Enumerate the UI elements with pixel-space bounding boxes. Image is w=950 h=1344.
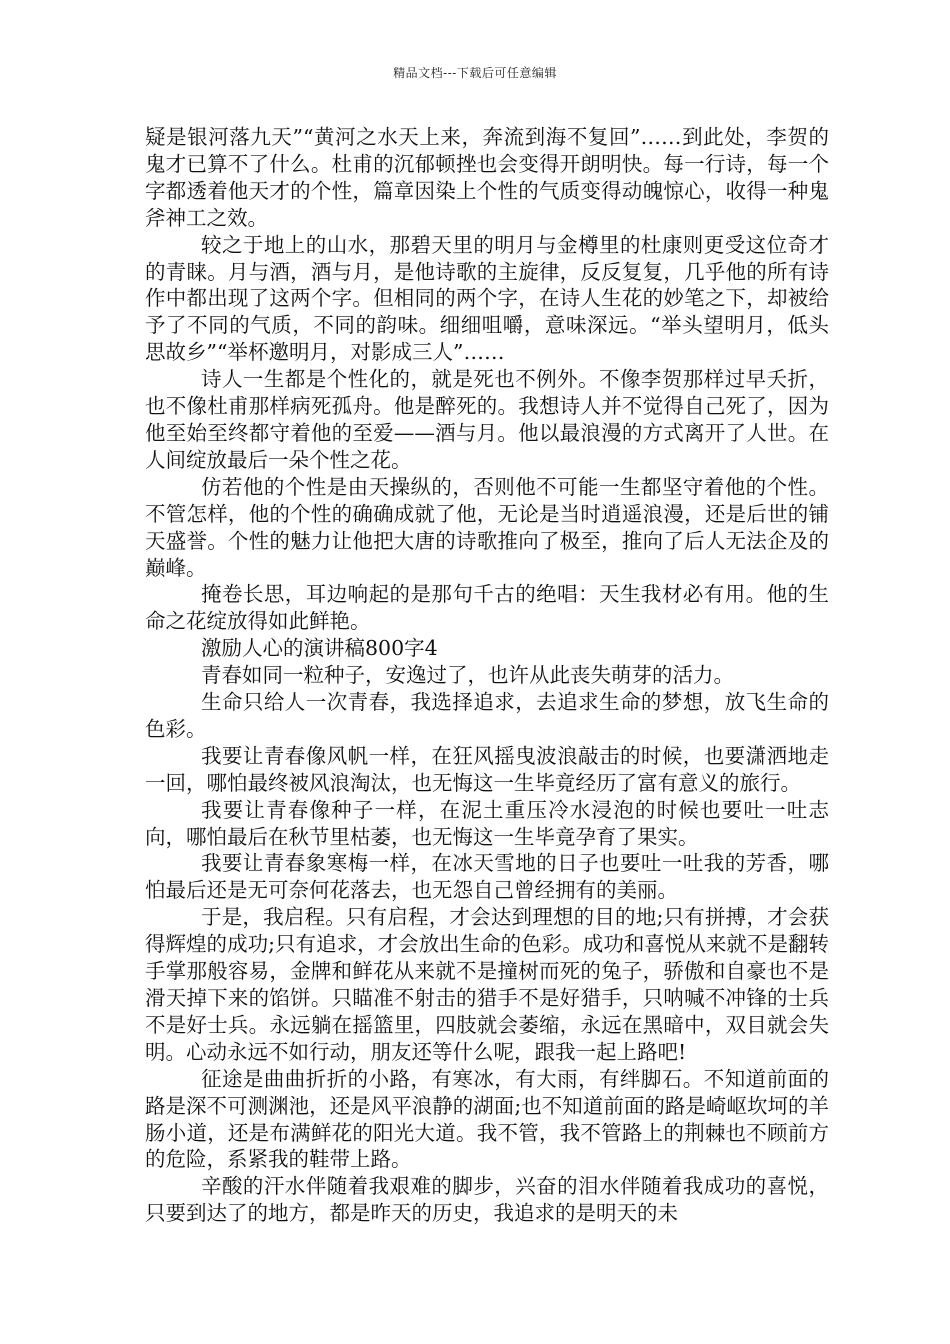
paragraph: 诗人一生都是个性化的，就是死也不例外。不像李贺那样过早夭折，也不像杜甫那样病死孤舟。他是醉死的。我想诗人并不觉得自己死了，因为他至始至终都守着他的至爱——酒与月。他以最浪漫的方式离开了人世。在人间绽放最后一朵个性之花。 [145, 367, 829, 472]
paragraph: 掩卷长思，耳边响起的是那句千古的绝唱：天生我材必有用。他的生命之花绽放得如此鲜艳。 [145, 582, 829, 634]
paragraph: 仿若他的个性是由天操纵的，否则他不可能一生都坚守着他的个性。不管怎样，他的个性的确确成就了他，无论是当时逍遥浪漫，还是后世的铺天盛誉。个性的魅力让他把大唐的诗歌推向了极至，推向了后人无法企及的巅峰。 [145, 474, 829, 580]
section-heading: 激励人心的演讲稿800字4 [201, 636, 438, 661]
paragraph: 较之于地上的山水，那碧天里的明月与金樽里的杜康则更受这位奇才的青睐。月与酒，酒与月，是他诗歌的主旋律，反反复复，几乎他的所有诗作中都出现了这两个字。但相同的两个字，在诗人生花的妙笔之下，却被给予了不同的气质，不同的韵味。细细咀嚼，意味深远。“举头望明月，低头思故乡”“举杯邀明月，对影成三人”…… [145, 232, 829, 365]
paragraph: 我要让青春像种子一样，在泥土重压冷水浸泡的时候也要吐一吐志向，哪怕最后在秋节里枯萎，也无悔这一生毕竟孕育了果实。 [145, 797, 829, 849]
page-header: 精品文档---下载后可任意编辑 [393, 66, 557, 80]
paragraph: 疑是银河落九天”“黄河之水天上来，奔流到海不复回”……到此处，李贺的鬼才已算不了什么。杜甫的沉郁顿挫也会变得开朗明快。每一行诗，每一个字都透着他天才的个性，篇章因染上个性的气质变得动魄惊心，收得一种鬼斧神工之效。 [145, 125, 829, 230]
paragraph: 于是，我启程。只有启程，才会达到理想的目的地;只有拼搏，才会获得辉煌的成功;只有追求，才会放出生命的色彩。成功和喜悦从来就不是翻转手掌那般容易，金牌和鲜花从来就不是撞树而死的兔子，骄傲和自豪也不是滑天掉下来的馅饼。只瞄准不射击的猎手不是好猎手，只呐喊不冲锋的士兵不是好士兵。永远躺在摇篮里，四肢就会萎缩，永远在黑暗中，双目就会失明。心动永远不如行动，朋友还等什么呢，跟我一起上路吧! [145, 905, 829, 1064]
paragraph: 生命只给人一次青春，我选择追求，去追求生命的梦想，放飞生命的色彩。 [145, 690, 829, 741]
paragraph: 青春如同一粒种子，安逸过了，也许从此丧失萌芽的活力。 [201, 663, 734, 688]
paragraph: 辛酸的汗水伴随着我艰难的脚步，兴奋的泪水伴随着我成功的喜悦，只要到达了的地方，都是昨天的历史，我追求的是明天的未 [145, 1174, 829, 1226]
paragraph: 征途是曲曲折折的小路，有寒冰，有大雨，有绊脚石。不知道前面的路是深不可测渊池，还是风平浪静的湖面;也不知道前面的路是崎岖坎坷的羊肠小道，还是布满鲜花的阳光大道。我不管，我不管路上的荆棘也不顾前方的危险，系紧我的鞋带上路。 [145, 1066, 829, 1172]
paragraph: 我要让青春象寒梅一样，在冰天雪地的日子也要吐一吐我的芳香，哪怕最后还是无可奈何花落去，也无怨自己曾经拥有的美丽。 [145, 851, 829, 903]
paragraph: 我要让青春像风帆一样，在狂风摇曳波浪敲击的时候，也要潇洒地走一回，哪怕最终被风浪淘汰，也无悔这一生毕竟经历了富有意义的旅行。 [145, 743, 829, 795]
document-body [145, 124, 829, 1227]
